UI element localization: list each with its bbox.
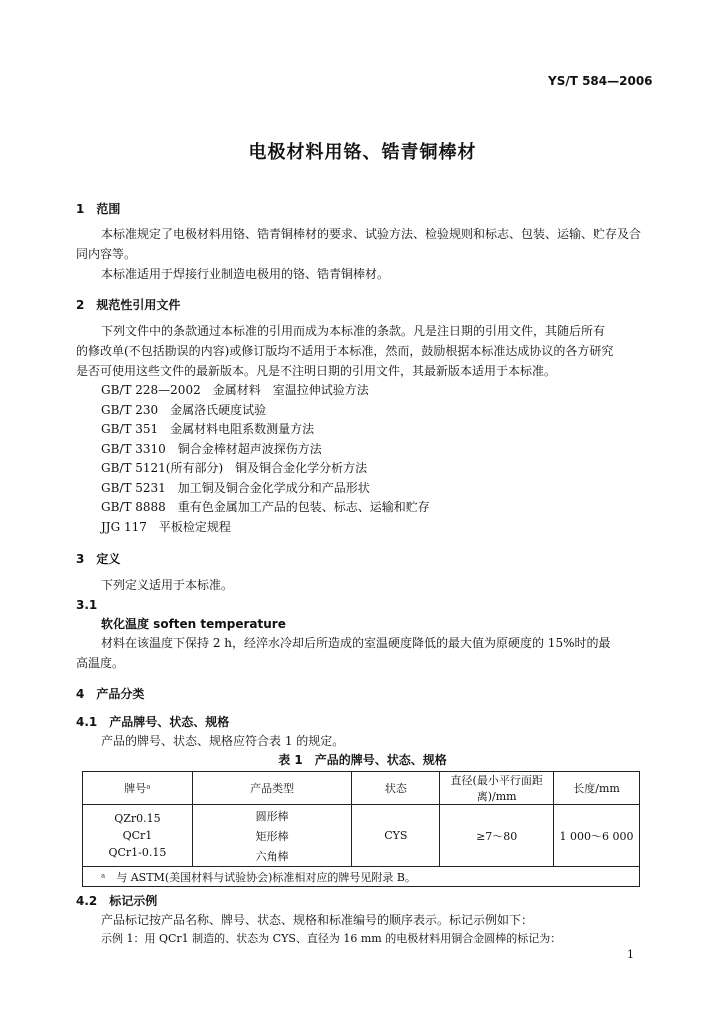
section-2-heading: 2 规范性引用文件 [76,298,181,312]
diameter-cell: ≥7～80 [440,805,554,867]
reference-item: GB/T 230 金属洛氏硬度试验 [101,403,267,417]
term-definition-cont: 高温度。 [76,656,125,670]
subsection-4-2-heading: 4.2 标记示例 [76,894,158,908]
header-length: 长度/mm [554,772,640,805]
table-row [83,805,640,867]
header-product-type: 产品类型 [192,772,352,805]
section-3-heading: 3 定义 [76,552,121,566]
header-grade: 牌号ᵃ [83,772,193,805]
term-title: 软化温度 soften temperature [101,617,286,631]
page-number: 1 [627,948,634,961]
subsection-3-1-number: 3.1 [76,598,98,612]
reference-item: GB/T 228—2002 金属材料 室温拉伸试验方法 [101,383,369,397]
standard-code: YS/T 584—2006 [548,74,653,88]
section-3-para: 下列定义适用于本标准。 [101,578,234,592]
reference-item: GB/T 5121(所有部分) 铜及铜合金化学分析方法 [101,461,368,475]
section-1-para-1: 本标准规定了电极材料用铬、锆青铜棒材的要求、试验方法、检验规则和标志、包装、运输、贮存及合 [101,227,642,241]
reference-item: GB/T 8888 重有色金属加工产品的包装、标志、运输和贮存 [101,500,430,514]
state-cell: CYS [352,805,440,867]
type-value: 六角棒 [255,849,289,863]
table-footnote: ᵃ 与 ASTM(美国材料与试验协会)标准相对应的牌号见附录 B。 [83,867,640,887]
length-cell: 1 000～6 000 [554,805,640,867]
section-2-para-line-3: 是否可使用这些文件的最新版本。凡是不注明日期的引用文件，其最新版本适用于本标准。 [76,364,557,378]
document-title: 电极材料用铬、锆青铜棒材 [248,142,477,163]
grade-value: QCr1 [122,829,153,842]
reference-item: GB/T 351 金属材料电阻系数测量方法 [101,422,315,436]
section-1-heading: 1 范围 [76,202,121,216]
term-definition: 材料在该温度下保持 2 h，经淬水冷却后所造成的室温硬度降低的最大值为原硬度的 15%时的最 [101,636,611,650]
grade-value: QCr1-0.15 [108,846,167,859]
subsection-4-1-heading: 4.1 产品牌号、状态、规格 [76,715,230,729]
product-spec-table [82,771,640,887]
table-caption: 表 1 产品的牌号、状态、规格 [278,753,447,767]
header-state: 状态 [352,772,440,805]
section-4-1-para: 产品的牌号、状态、规格应符合表 1 的规定。 [101,734,345,748]
section-1-para-2: 本标准适用于焊接行业制造电极用的铬、锆青铜棒材。 [101,267,390,281]
header-diameter: 直径(最小平行面距离)/mm [440,772,554,805]
marking-example-1: 示例 1：用 QCr1 制造的、状态为 CYS、直径为 16 mm 的电极材料用铜合金圆棒的标记为： [101,932,562,945]
section-4-2-para: 产品标记按产品名称、牌号、状态、规格和标准编号的顺序表示。标记示例如下： [101,913,534,927]
section-2-para-line-2: 的修改单(不包括勘误的内容)或修订版均不适用于本标准，然而，鼓励根据本标准达成协议的各方研究 [76,344,614,358]
section-4-heading: 4 产品分类 [76,687,145,701]
reference-item: JJG 117 平板检定规程 [101,520,231,534]
section-2-para-line-1: 下列文件中的条款通过本标准的引用而成为本标准的条款。凡是注日期的引用文件，其随后所有 [101,324,606,338]
section-1-para-1-cont: 同内容等。 [76,247,137,261]
type-value: 圆形棒 [255,809,289,823]
reference-item: GB/T 3310 铜合金棒材超声波探伤方法 [101,442,322,456]
product-type-cell [192,805,352,867]
table-note-row [83,867,640,887]
reference-item: GB/T 5231 加工铜及铜合金化学成分和产品形状 [101,481,370,495]
grade-value: QZr0.15 [114,812,161,825]
grade-cell [83,805,193,867]
type-value: 矩形棒 [255,829,289,843]
table-header-row [83,772,640,805]
